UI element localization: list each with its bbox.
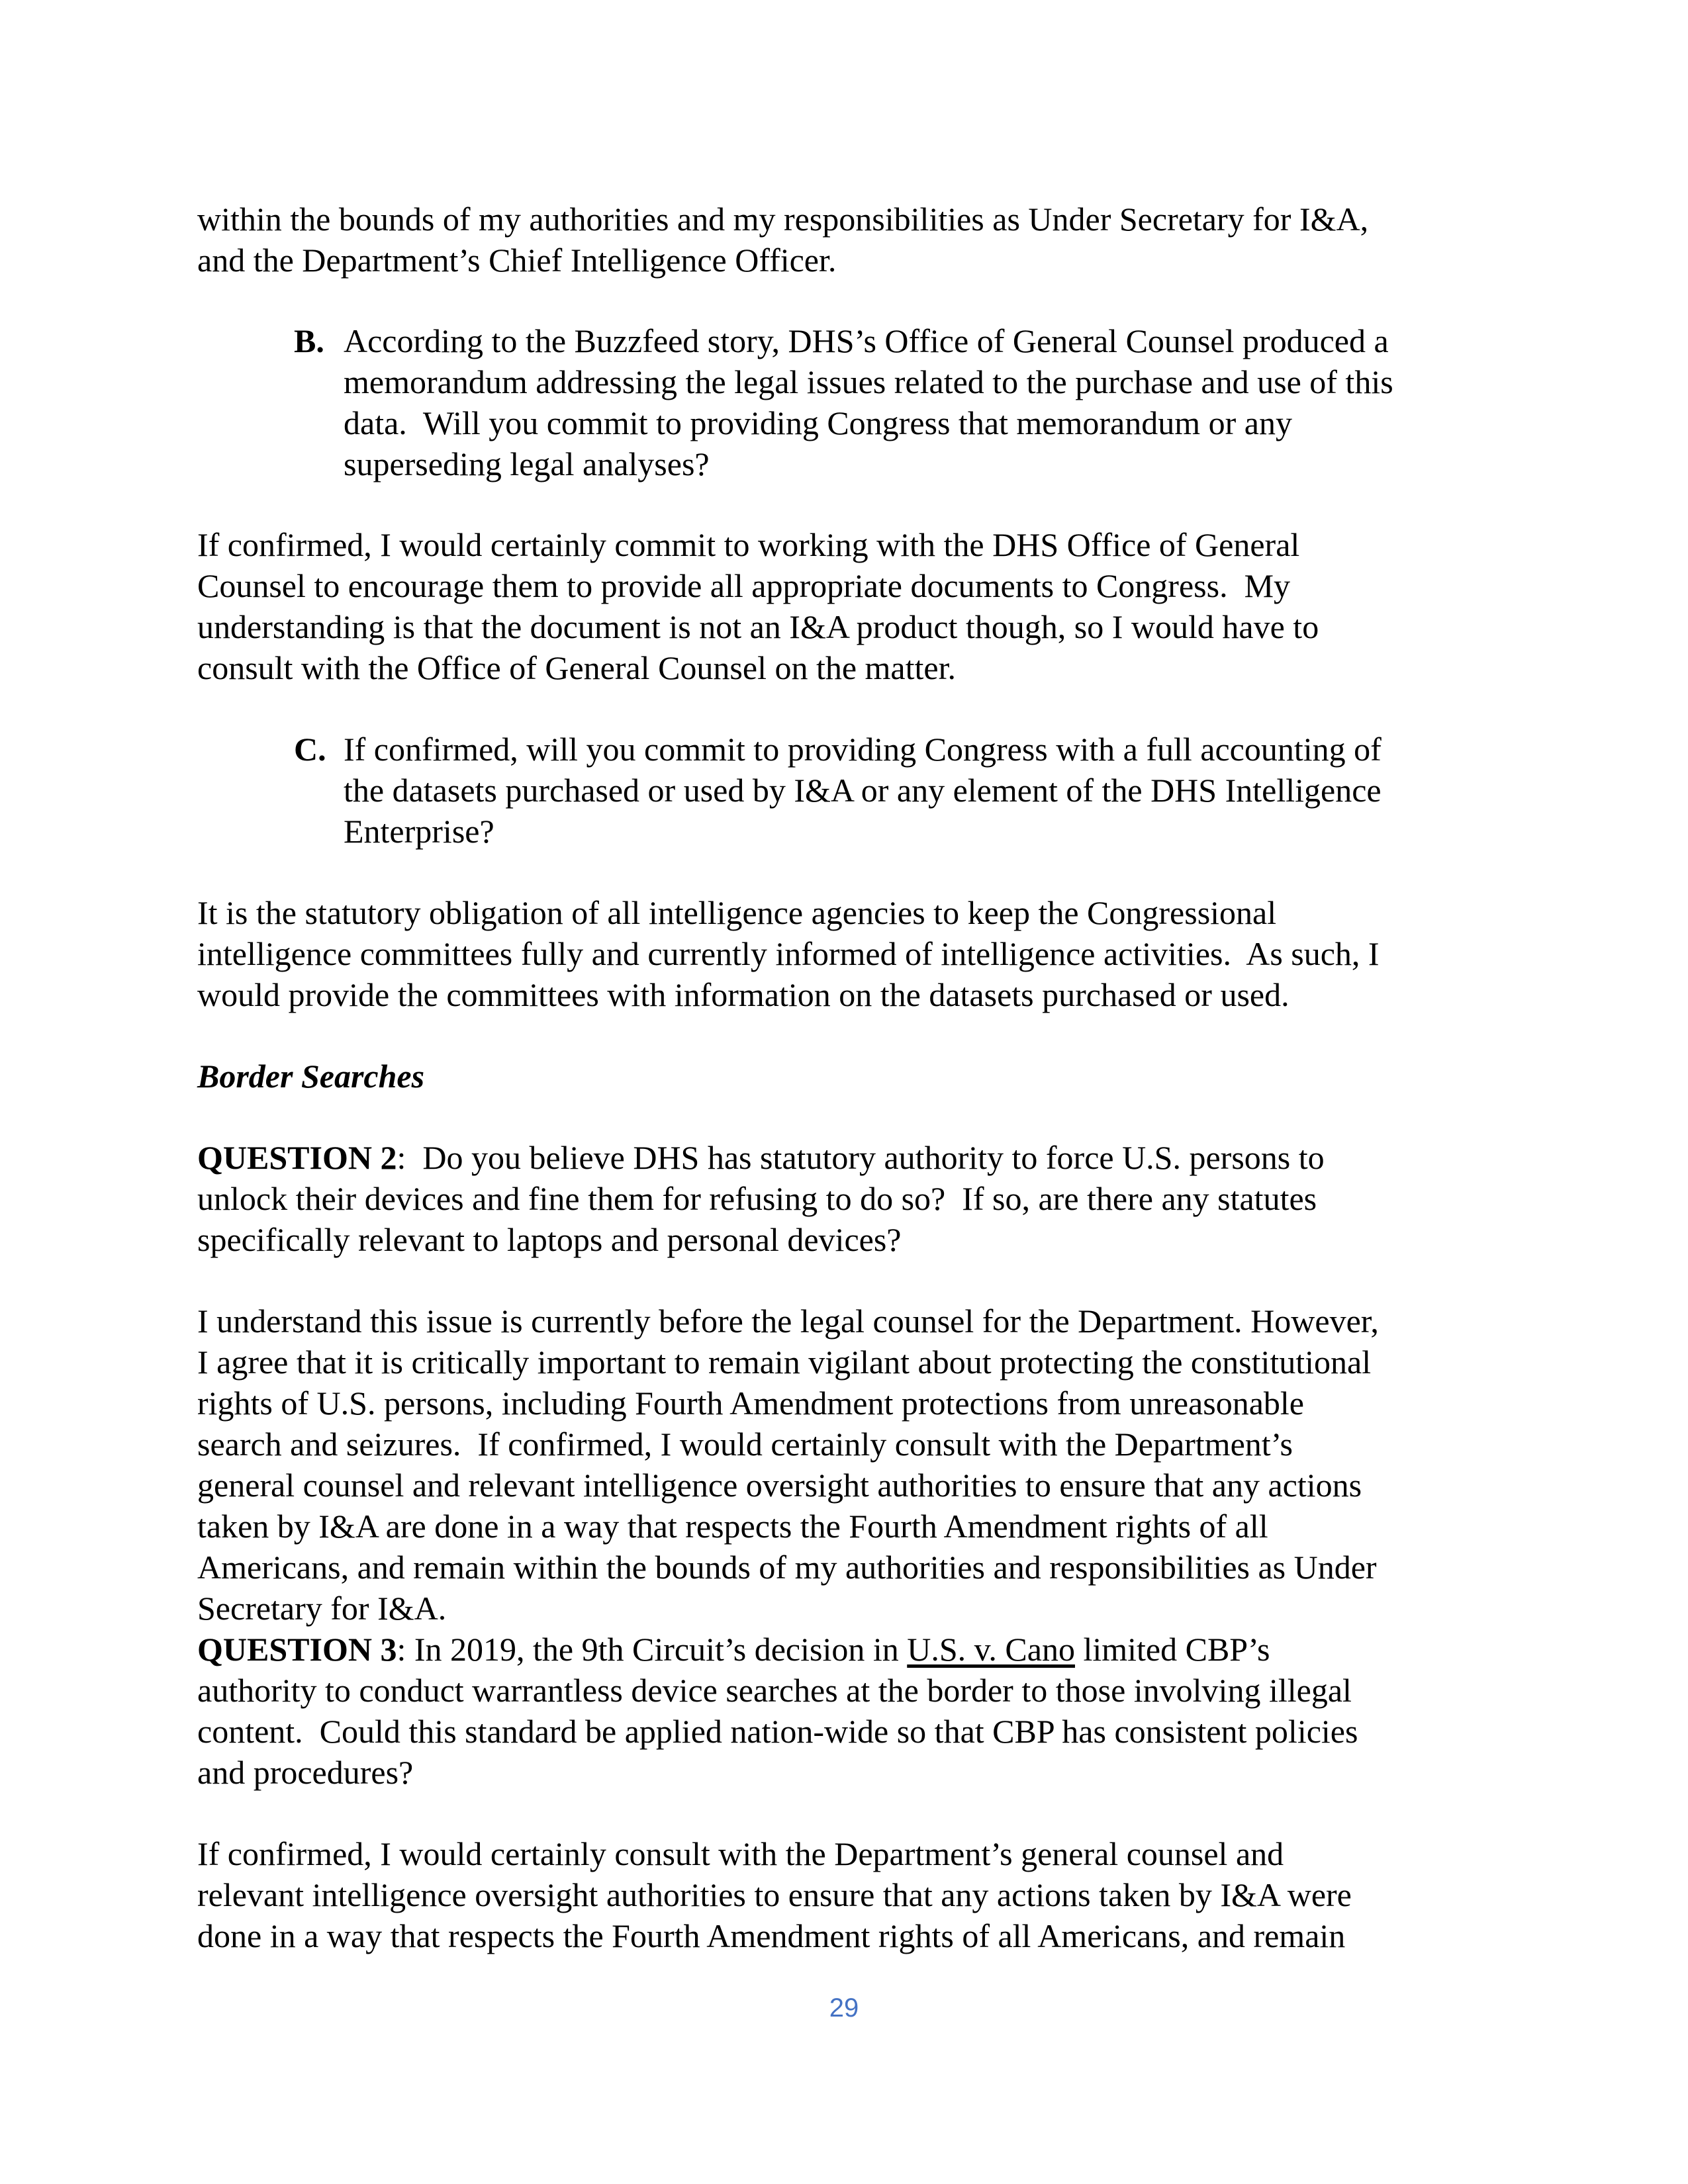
text-line: If confirmed, I would certainly consult with the Department’s general counsel and xyxy=(197,1835,1284,1872)
question-3 xyxy=(197,1629,1495,1793)
text-line: within the bounds of my authorities and my responsibilities as Under Secretary for I&A, xyxy=(197,201,1369,238)
question-2-label: QUESTION 2 xyxy=(197,1139,397,1176)
text-line: general counsel and relevant intelligence oversight authorities to ensure that any actions xyxy=(197,1467,1362,1504)
text-line: It is the statutory obligation of all intelligence agencies to keep the Congressional xyxy=(197,894,1277,931)
text-line: specifically relevant to laptops and personal devices? xyxy=(197,1221,902,1258)
answer-3-paragraph xyxy=(197,1833,1495,1956)
text-line: Counsel to encourage them to provide all appropriate documents to Congress. My xyxy=(197,567,1291,604)
question-2 xyxy=(197,1137,1495,1260)
text-line: authority to conduct warrantless device searches at the border to those involving illegal xyxy=(197,1672,1352,1709)
text-line: data. Will you commit to providing Congress that memorandum or any xyxy=(344,404,1292,441)
text-line: and procedures? xyxy=(197,1754,414,1791)
text-line: superseding legal analyses? xyxy=(344,445,710,482)
text-line: and the Department’s Chief Intelligence Officer. xyxy=(197,242,837,279)
text-line: would provide the committees with information on the datasets purchased or used. xyxy=(197,976,1289,1013)
text-line: intelligence committees fully and currently informed of intelligence activities. As such, I xyxy=(197,935,1380,972)
text-line: relevant intelligence oversight authorities to ensure that any actions taken by I&A were xyxy=(197,1876,1352,1913)
answer-2-paragraph xyxy=(197,1300,1495,1629)
list-marker-b: B. xyxy=(294,322,324,359)
text-line: content. Could this standard be applied nation-wide so that CBP has consistent policies xyxy=(197,1713,1358,1750)
text-line: taken by I&A are done in a way that respects the Fourth Amendment rights of all xyxy=(197,1508,1268,1545)
text-line: done in a way that respects the Fourth Amendment rights of all Americans, and remain xyxy=(197,1917,1346,1954)
answer-c-paragraph xyxy=(197,892,1495,1015)
text-line: If confirmed, will you commit to providing Congress with a full accounting of xyxy=(344,731,1382,768)
text-line: search and seizures. If confirmed, I would certainly consult with the Department’s xyxy=(197,1426,1293,1463)
text-line: Secretary for I&A. xyxy=(197,1590,447,1627)
text-line xyxy=(197,1629,1495,1670)
text-line: I agree that it is critically important to remain vigilant about protecting the constitutional xyxy=(197,1343,1372,1381)
text-line: Americans, and remain within the bounds of my authorities and responsibilities as Under xyxy=(197,1549,1377,1586)
sub-question-b-text xyxy=(344,320,1509,484)
page-number: 29 xyxy=(829,1993,859,2023)
text-line: According to the Buzzfeed story, DHS’s Office of General Counsel produced a xyxy=(344,322,1389,359)
text-line: Enterprise? xyxy=(344,813,494,850)
text-line: I understand this issue is currently before the legal counsel for the Department. However, xyxy=(197,1302,1379,1340)
case-citation: U.S. v. Cano xyxy=(907,1631,1075,1668)
text-line: If confirmed, I would certainly commit to working with the DHS Office of General xyxy=(197,526,1300,563)
question-3-label: QUESTION 3 xyxy=(197,1631,397,1668)
continuation-paragraph xyxy=(197,199,1495,281)
text-line: understanding is that the document is not an I&A product though, so I would have to xyxy=(197,608,1319,645)
text-line: the datasets purchased or used by I&A or any element of the DHS Intelligence xyxy=(344,772,1382,809)
text-line: memorandum addressing the legal issues related to the purchase and use of this xyxy=(344,363,1393,400)
question-3-text: : In 2019, the 9th Circuit’s decision in xyxy=(397,1631,908,1668)
text-line xyxy=(197,1137,1495,1178)
sub-question-c-text xyxy=(344,729,1509,852)
answer-b-paragraph xyxy=(197,524,1495,688)
section-heading-block xyxy=(197,1056,1495,1097)
question-2-text: : Do you believe DHS has statutory authority to force U.S. persons to xyxy=(397,1139,1325,1176)
text-line: rights of U.S. persons, including Fourth Amendment protections from unreasonable xyxy=(197,1385,1304,1422)
section-heading: Border Searches xyxy=(197,1058,425,1095)
list-marker-c: C. xyxy=(294,731,326,768)
text-line: consult with the Office of General Counsel on the matter. xyxy=(197,649,956,686)
question-3-text: limited CBP’s xyxy=(1074,1631,1270,1668)
text-line: unlock their devices and fine them for refusing to do so? If so, are there any statutes xyxy=(197,1180,1317,1217)
